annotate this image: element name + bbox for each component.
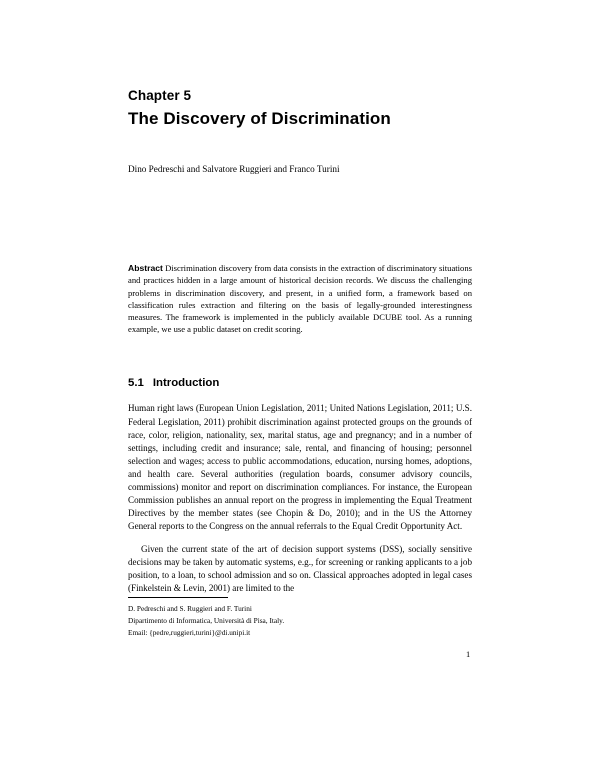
abstract-label: Abstract (128, 263, 163, 274)
abstract-block (128, 262, 472, 335)
page-title: The Discovery of Discrimination (128, 109, 391, 128)
page-number: 1 (466, 650, 471, 659)
footnote-line-1: D. Pedreschi and S. Ruggieri and F. Turini (128, 604, 252, 613)
footnote-line-3: Email: {pedre,ruggieri,turini}@di.unipi.it (128, 627, 251, 637)
abstract-text: Discrimination discovery from data consists in the extraction of discriminatory situations and practices hidden in a large amount of historical decision records. We discuss the challenging problems in discrimination discovery, and present, in a unified form, a framework based on classification rules extraction and filtering on the basis of legally-grounded interestingness measures. The framework is implemented in the publicly available DCUBE tool. As a running example, we use a public dataset on credit scoring. (128, 263, 472, 335)
footnote-line-2: Dipartimento di Informatica, Università di Pisa, Italy. (128, 615, 285, 625)
paragraph-1: Human right laws (European Union Legislation, 2011; United Nations Legislation, 2011; U.S. Federal Legislation, 2011) prohibit discrimination against protected groups on the grounds of race, color, religion, nationality, sex, marital status, age and pregnancy; and in a number of settings, including credit and insurance; sale, rental, and financing of housing; personnel selection and wages; access to public accommodations, education, nursing homes, adoptions, and health care. Several authorities (regulation boards, consumer advisory councils, commissions) monitor and report on discrimination compliances. For instance, the European Commission publishes an annual report on the progress in implementing the Equal Treatment Directives by the member states (see Chopin & Do, 2010); and in the US the Attorney General reports to the Congress on the annual referrals to the Equal Credit Opportunity Act. (128, 403, 472, 532)
author-list: Dino Pedreschi and Salvatore Ruggieri and Franco Turini (128, 164, 340, 175)
section-number: 5.1 (128, 377, 144, 390)
paragraph-2: Given the current state of the art of decision support systems (DSS), socially sensitive decisions may be taken by automatic systems, e.g., for screening or ranking applicants to a job position, to a loan, to school admission and so on. Classical approaches adopted in legal cases (Finkelstein & Levin, 2001) are limited to the (128, 543, 472, 593)
document-content (128, 88, 472, 604)
section-title: Introduction (152, 377, 220, 390)
chapter-number: Chapter 5 (128, 88, 192, 103)
section-heading (128, 377, 472, 389)
footnote-block (128, 603, 472, 638)
footnote-rule (128, 597, 228, 598)
